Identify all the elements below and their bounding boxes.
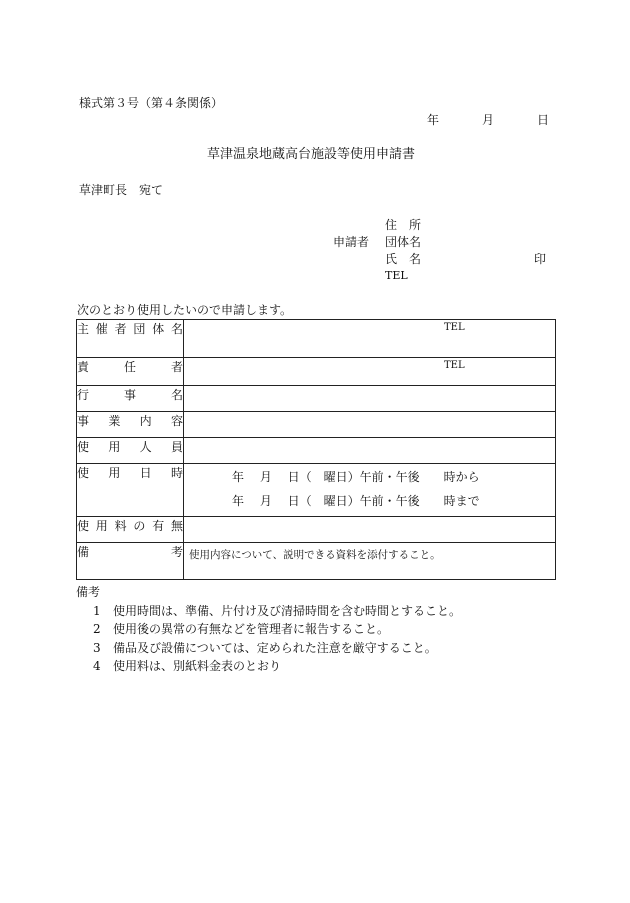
label-char: 有 <box>152 519 165 533</box>
event-name-label <box>77 386 184 412</box>
business-label <box>77 412 184 438</box>
applicant-address-label: 住 所 <box>385 218 422 232</box>
applicant-label: 申請者 <box>333 235 370 249</box>
date-year-label: 年 <box>427 113 440 127</box>
label-char: 事 <box>77 414 90 428</box>
label-char: 主 <box>77 322 90 336</box>
row-event-name <box>77 386 556 412</box>
label-char: 団 <box>133 322 146 336</box>
label-char: 催 <box>95 322 108 336</box>
applicant-group-label: 団体名 <box>385 235 422 249</box>
label-char: 人 <box>139 440 152 454</box>
label-char: 事 <box>123 388 136 402</box>
row-remarks <box>77 543 556 580</box>
label-char: 名 <box>170 322 183 336</box>
organizer-label <box>77 320 184 358</box>
label-char: 内 <box>139 414 152 428</box>
label-char: 備 <box>77 545 90 559</box>
row-fee <box>77 517 556 543</box>
notes-heading: 備考 <box>76 585 101 599</box>
label-char: 者 <box>114 322 127 336</box>
label-char: 責 <box>77 360 90 374</box>
responsible-label <box>77 358 184 386</box>
date-month-label: 月 <box>482 113 495 127</box>
form-number: 様式第３号（第４条関係） <box>79 96 224 110</box>
applicant-name-label: 氏 名 <box>385 252 422 266</box>
users-label <box>77 438 184 464</box>
fee-field[interactable] <box>184 517 556 543</box>
note-number: 1 <box>93 603 101 618</box>
label-char: 業 <box>108 414 121 428</box>
fee-label <box>77 517 184 543</box>
label-char: の <box>133 519 146 533</box>
label-char: 用 <box>108 466 121 480</box>
note-text: 使用料は、別紙料金表のとおり <box>113 659 282 673</box>
label-char: 用 <box>95 519 108 533</box>
row-organizer <box>77 320 556 358</box>
business-field[interactable] <box>184 412 556 438</box>
label-char: 員 <box>170 440 183 454</box>
remarks-note: 使用内容について、説明できる資料を添付すること。 <box>189 549 441 561</box>
responsible-field[interactable] <box>184 358 556 386</box>
label-char: 名 <box>170 388 183 402</box>
label-char: 使 <box>77 519 90 533</box>
label-char: 任 <box>123 360 136 374</box>
datetime-label <box>77 464 184 517</box>
label-char: 料 <box>114 519 127 533</box>
addressee: 草津町長 宛て <box>79 183 164 197</box>
label-char: 使 <box>77 440 90 454</box>
organizer-tel-label: TEL <box>444 322 465 333</box>
document-title: 草津温泉地蔵高台施設等使用申請書 <box>207 147 416 162</box>
notes-section <box>76 583 461 676</box>
label-char: 容 <box>170 414 183 428</box>
application-table <box>76 319 556 580</box>
note-number: 3 <box>93 640 101 655</box>
note-item <box>76 602 461 621</box>
label-char: 時 <box>170 466 183 480</box>
remarks-field[interactable] <box>184 543 556 580</box>
label-char: 用 <box>108 440 121 454</box>
label-char: 体 <box>152 322 165 336</box>
intro-text: 次のとおり使用したいので申請します。 <box>77 303 293 317</box>
row-responsible <box>77 358 556 386</box>
label-char: 者 <box>170 360 183 374</box>
applicant-tel-label: TEL <box>385 269 408 282</box>
label-char: 日 <box>139 466 152 480</box>
note-number: 2 <box>93 622 101 636</box>
row-business <box>77 412 556 438</box>
note-text: 備品及び設備については、定められた注意を厳守すること。 <box>113 640 437 655</box>
label-char: 行 <box>77 388 90 402</box>
note-item <box>76 657 461 676</box>
date-day-label: 日 <box>537 113 550 127</box>
seal-mark: 印 <box>534 252 547 266</box>
organizer-field[interactable] <box>184 320 556 358</box>
label-char: 無 <box>170 519 183 533</box>
row-users <box>77 438 556 464</box>
users-field[interactable] <box>184 438 556 464</box>
label-char: 使 <box>77 466 90 480</box>
datetime-field[interactable] <box>184 464 556 517</box>
note-item <box>76 639 461 658</box>
responsible-tel-label: TEL <box>444 360 465 371</box>
note-number: 4 <box>93 659 101 673</box>
label-char: 考 <box>170 545 183 559</box>
datetime-to: 年 月 日（ 曜日）午前・午後 時まで <box>232 494 480 508</box>
note-text: 使用後の異常の有無などを管理者に報告すること。 <box>113 622 390 636</box>
event-name-field[interactable] <box>184 386 556 412</box>
datetime-from: 年 月 日（ 曜日）午前・午後 時から <box>232 470 480 484</box>
note-item <box>76 620 461 639</box>
note-text: 使用時間は、準備、片付け及び清掃時間を含む時間とすること。 <box>113 603 462 618</box>
row-datetime <box>77 464 556 517</box>
remarks-label <box>77 543 184 580</box>
